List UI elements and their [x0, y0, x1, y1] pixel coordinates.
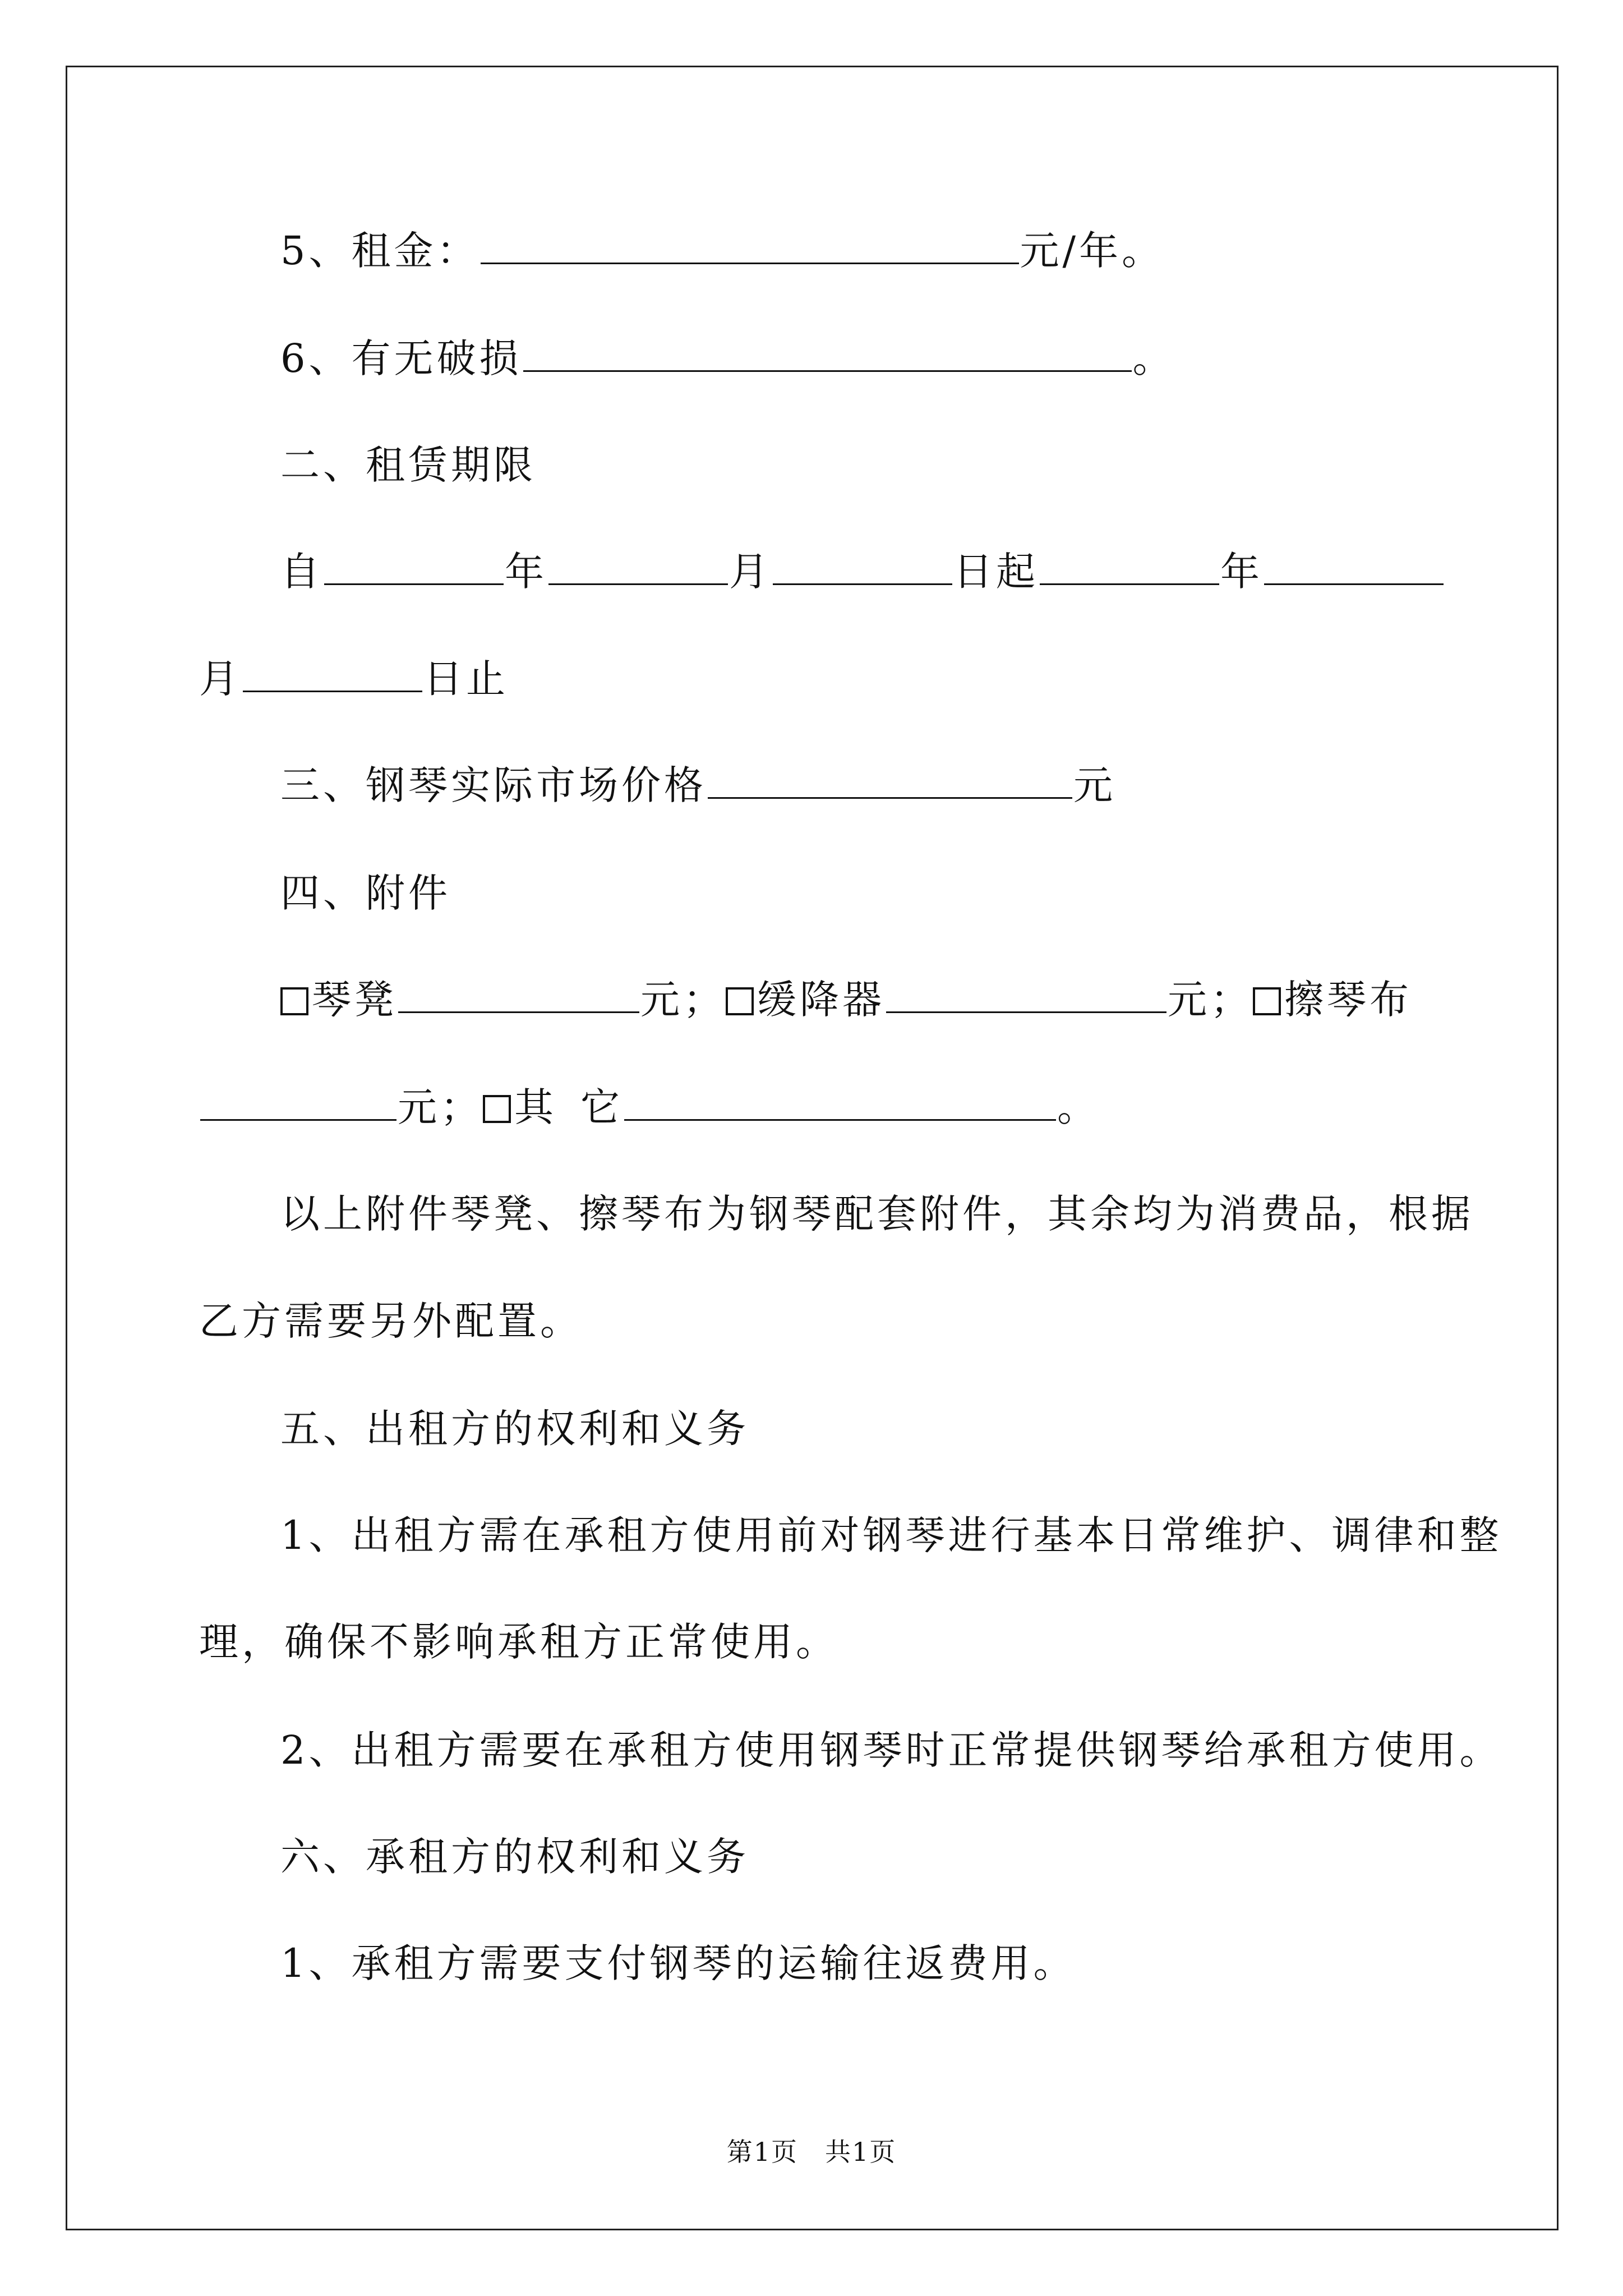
accessories-line: [280, 976, 1412, 1023]
damage-end: 。: [1132, 335, 1175, 381]
bench-blank: [398, 1007, 639, 1013]
other-label-1: 其: [514, 1084, 557, 1130]
rent-label: 5、租金：: [280, 228, 479, 274]
bench-unit: 元；: [640, 977, 726, 1023]
cloth-unit: 元；: [398, 1084, 483, 1130]
checkbox-icon[interactable]: [1253, 987, 1281, 1015]
other-blank: [624, 1115, 1056, 1121]
section-heading-lessee: 六、承租方的权利和义务: [280, 1834, 749, 1880]
section-heading-term: 二、租赁期限: [280, 442, 536, 488]
cloth-blank: [200, 1115, 396, 1121]
term-year-blank: [324, 579, 504, 585]
term-day-start: 日起: [953, 549, 1039, 595]
rent-blank: [481, 258, 1019, 264]
other-label-2: 它: [580, 1084, 623, 1130]
term-end-month: 月: [199, 656, 242, 702]
section-heading-lessor: 五、出租方的权利和义务: [280, 1406, 749, 1452]
page-border: [66, 66, 1559, 2230]
checkbox-icon[interactable]: [280, 987, 308, 1015]
other-end: 。: [1057, 1084, 1100, 1130]
term-from: 自: [280, 549, 323, 595]
lessor-item-1-line-2: 理，确保不影响承租方正常使用。: [199, 1619, 838, 1665]
term-end-year: 年: [1220, 549, 1263, 595]
price-blank: [708, 793, 1072, 799]
rent-line: [280, 227, 1164, 274]
damper-unit: 元；: [1168, 977, 1253, 1023]
damage-line: [280, 335, 1175, 382]
page-total: 共1页: [825, 2137, 897, 2167]
bench-label: 琴凳: [312, 977, 397, 1023]
damper-blank: [886, 1007, 1166, 1013]
checkbox-icon[interactable]: [726, 987, 754, 1015]
term-month: 月: [729, 549, 772, 595]
checkbox-icon[interactable]: [483, 1095, 511, 1123]
lessee-item-1: 1、承租方需要支付钢琴的运输往返费用。: [280, 1940, 1076, 1986]
price-line: [280, 762, 1116, 809]
page-number: 第1页: [726, 2137, 798, 2167]
term-end-month-blank: [1264, 579, 1444, 585]
lessor-item-1-line-1: 1、出租方需在承租方使用前对钢琴进行基本日常维护、调律和整: [280, 1512, 1502, 1558]
rent-unit: 元/年。: [1020, 228, 1165, 274]
accessories-note-line-2: 乙方需要另外配置。: [199, 1298, 583, 1344]
accessories-line-2: [199, 1084, 1100, 1131]
cloth-label: 擦琴布: [1284, 977, 1412, 1023]
price-label: 三、钢琴实际市场价格: [280, 762, 707, 808]
term-end-day-blank: [243, 686, 422, 692]
term-end-day: 日止: [423, 656, 509, 702]
page-footer: [0, 2132, 1623, 2169]
damper-label: 缓降器: [757, 977, 885, 1023]
term-start-line: [280, 548, 1445, 595]
term-day-blank: [773, 579, 952, 585]
section-heading-accessories: 四、附件: [280, 870, 451, 916]
term-month-blank: [548, 579, 728, 585]
accessories-note-line-1: 以上附件琴凳、擦琴布为钢琴配套附件，其余均为消费品，根据: [280, 1191, 1474, 1237]
damage-label: 6、有无破损: [280, 335, 522, 381]
lessor-item-2: 2、出租方需要在承租方使用钢琴时正常提供钢琴给承租方使用。: [280, 1727, 1502, 1773]
term-end-year-blank: [1040, 579, 1219, 585]
term-end-line: [199, 655, 509, 702]
damage-blank: [523, 366, 1132, 372]
price-unit: 元: [1073, 762, 1116, 808]
term-year: 年: [505, 549, 547, 595]
